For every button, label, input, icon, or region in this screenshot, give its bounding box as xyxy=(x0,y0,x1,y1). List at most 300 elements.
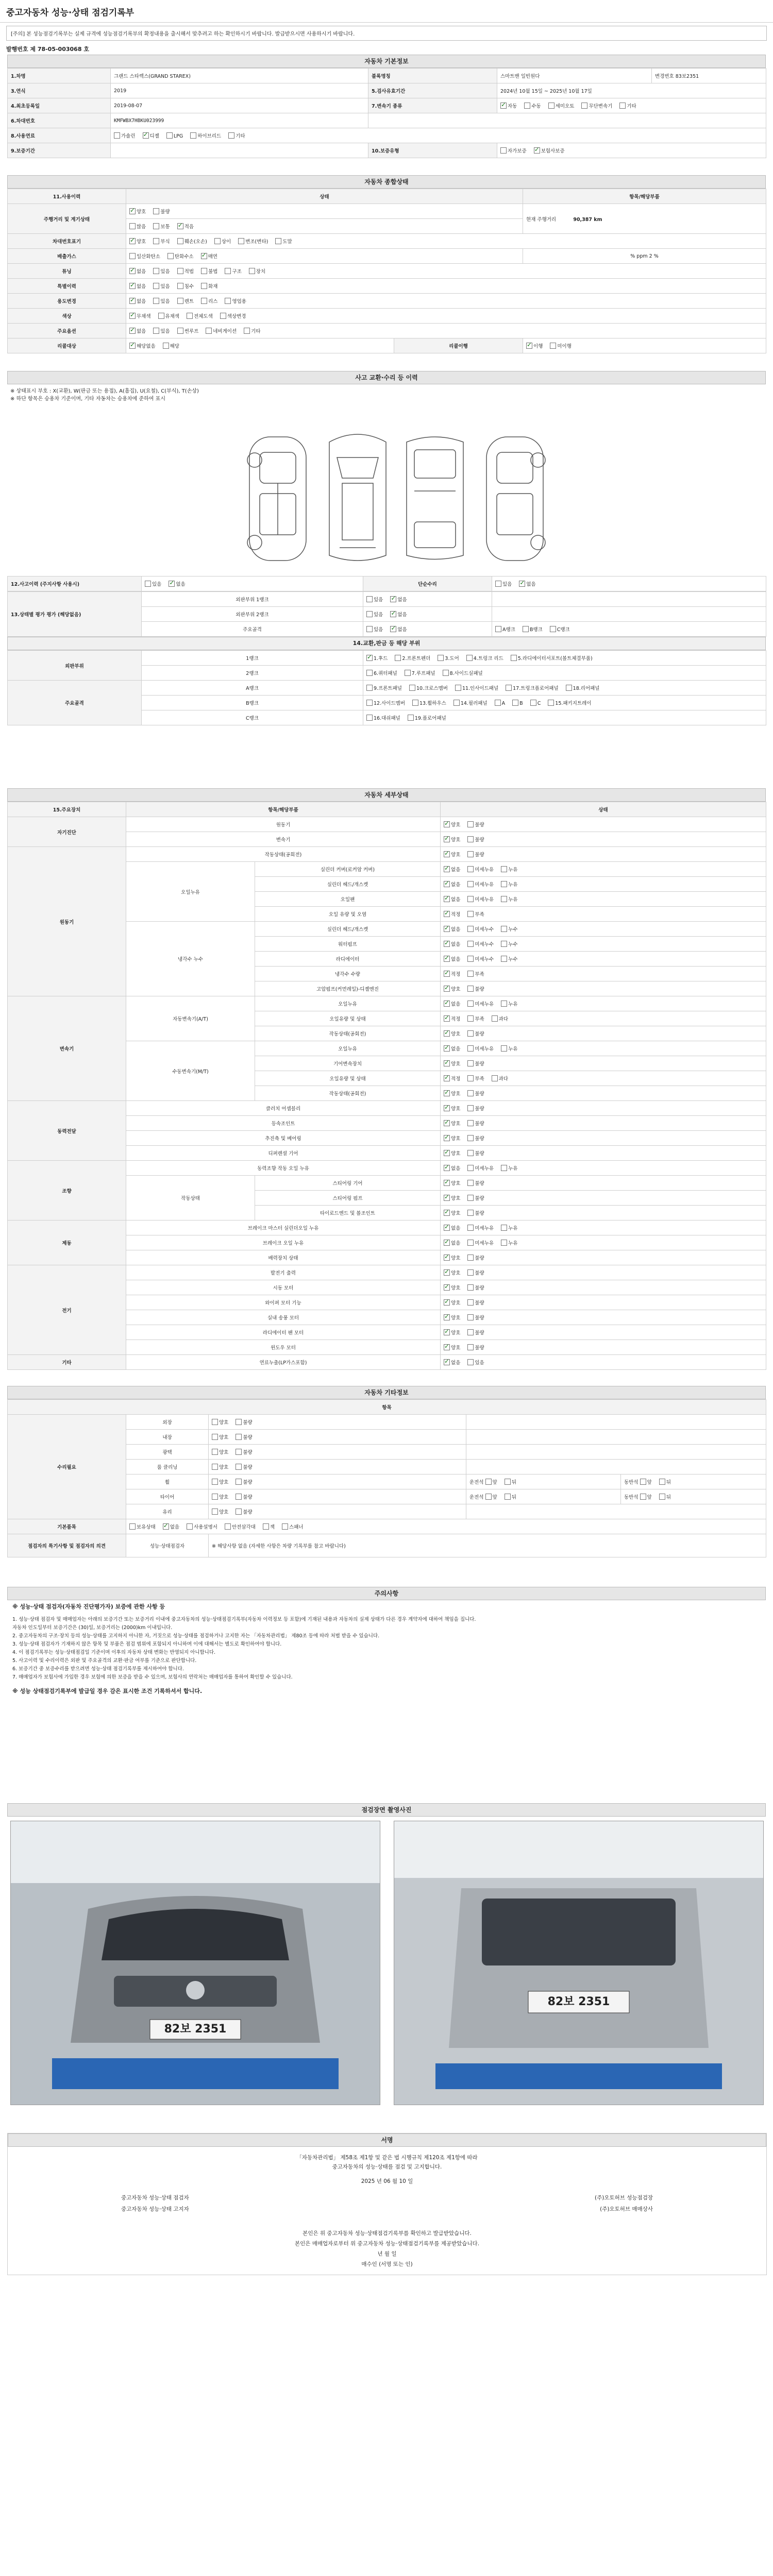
detail-item: 브레이크 마스터 실린더오일 누유 xyxy=(126,1221,441,1235)
option-label: 양호 xyxy=(451,837,461,843)
checkbox-icon xyxy=(506,685,512,691)
option-label: 적법 xyxy=(184,269,194,275)
option xyxy=(467,1076,484,1082)
option-label: 자가보증 xyxy=(508,148,527,154)
option-label: 없음 xyxy=(451,1166,461,1172)
summary-header: 자동차 종합상태 xyxy=(7,175,766,189)
checkbox-icon xyxy=(366,700,373,706)
checkbox-icon xyxy=(455,685,461,691)
detail-status xyxy=(441,981,766,996)
option-label: 뒤 xyxy=(511,1480,516,1485)
checkbox-icon xyxy=(501,866,507,872)
option xyxy=(177,239,207,245)
checkbox-icon xyxy=(249,268,255,274)
option xyxy=(444,1151,460,1157)
option xyxy=(501,957,517,962)
other-opts xyxy=(209,1415,466,1430)
outer-eval-table: 13.상태별 평가 평가 (해당없음) 외판부위 1랭크 있음✓ 없음 외판부위 2랭크 있음✓ 없음 주요골격 있음✓ 없음 A랭크 B랭크 C랭크 xyxy=(7,591,766,637)
option-label: 없음 xyxy=(526,582,536,587)
option-label: 부족 xyxy=(475,912,484,918)
option-label: 과다 xyxy=(498,1076,509,1082)
option-label: 18.리어패널 xyxy=(573,686,600,691)
checkbox-icon xyxy=(467,1284,474,1291)
option xyxy=(444,1256,460,1261)
checkbox-icon xyxy=(467,986,474,992)
detail-item: 오일유량 및 상태 xyxy=(255,1011,441,1026)
photos-section xyxy=(7,1803,766,2109)
option xyxy=(444,1061,460,1067)
checkbox-icon xyxy=(467,1225,474,1231)
checkbox-icon xyxy=(129,298,136,304)
detail-status xyxy=(441,877,766,892)
option xyxy=(467,1345,484,1351)
option-label: 불량 xyxy=(475,1106,484,1112)
checkbox-icon xyxy=(263,1523,269,1530)
note-line: 2. 중고자동차의 구조·장치 등의 성능·상태를 고지하지 아니한 자, 거짓으로 성능·상태를 점검하거나 고지한 자는 「자동차관리법」 제80조 등에 따라 처벌 받을 수 있습니다. xyxy=(12,1633,380,1639)
checkbox-icon xyxy=(129,343,136,349)
option xyxy=(444,1002,460,1007)
option-label: 뒤 xyxy=(511,1495,516,1500)
other-opts xyxy=(209,1475,466,1489)
option-label: 있음 xyxy=(502,582,512,587)
option xyxy=(467,1226,494,1231)
document-title: 중고자동차 성능·상태 점검기록부 xyxy=(0,0,773,23)
checkbox-icon xyxy=(467,1359,474,1365)
option-label: 양호 xyxy=(219,1435,229,1440)
detail-item: 오일누유 xyxy=(255,1041,441,1056)
option xyxy=(238,239,268,245)
option-label: 누유 xyxy=(508,897,518,903)
checkbox-icon xyxy=(501,941,507,947)
detail-item: 시동 모터 xyxy=(126,1280,441,1295)
detail-status xyxy=(441,1191,766,1206)
option-label: 있음 xyxy=(374,597,383,603)
option-label: 이행 xyxy=(533,344,543,349)
detail-status xyxy=(441,967,766,981)
option-label: 1.후드 xyxy=(374,656,388,662)
option-label: 보통 xyxy=(160,224,170,230)
option-label: 렌트 xyxy=(184,299,194,304)
checkbox-icon xyxy=(467,1135,474,1141)
detail-status xyxy=(441,922,766,937)
checkbox-icon xyxy=(524,103,530,109)
checkbox-icon xyxy=(444,1165,450,1171)
option-label: 없음 xyxy=(176,582,186,587)
option xyxy=(467,987,484,992)
option-label: 불량 xyxy=(475,822,484,828)
checkbox-icon xyxy=(467,1045,474,1052)
checkbox-icon xyxy=(512,700,518,706)
option xyxy=(530,701,541,706)
detail-header: 자동차 세부상태 xyxy=(7,788,766,802)
option-label: 상이 xyxy=(221,239,231,245)
option-label: 2.프론트펜더 xyxy=(402,656,431,662)
option-label: 미세누유 xyxy=(475,1166,494,1172)
option xyxy=(467,1315,484,1321)
checkbox-icon xyxy=(548,700,554,706)
option xyxy=(444,1106,460,1112)
checkbox-icon xyxy=(187,1523,193,1530)
option-label: 양호 xyxy=(451,1330,461,1336)
option xyxy=(444,987,460,992)
checkbox-icon xyxy=(500,103,507,109)
option xyxy=(467,1181,484,1187)
option xyxy=(405,671,435,676)
option xyxy=(366,671,397,676)
option-label: 미세누유 xyxy=(475,1002,494,1007)
checkbox-icon xyxy=(444,1195,450,1201)
option-label: 미이행 xyxy=(557,344,572,349)
option-label: 잭 xyxy=(270,1524,275,1530)
parts-table xyxy=(7,650,766,725)
frame-rank-opts xyxy=(492,622,766,637)
notes-list xyxy=(7,1613,766,1685)
checkbox-icon xyxy=(467,1210,474,1216)
other-item: 휠 xyxy=(126,1475,209,1489)
notes-section xyxy=(7,1587,766,1697)
checkbox-icon xyxy=(511,655,517,661)
checkbox-icon xyxy=(444,1299,450,1306)
accident-legend: ※ 상태표시 부호 : X(교환), W(판금 또는 용접), A(흠집), U(요철), C(부식), T(손상) ※ 하단 항목은 승용차 기준이며, 기타 자동차는 승용차에 준하여 표시 xyxy=(10,388,199,402)
other-item: 외장 xyxy=(126,1415,209,1430)
checkbox-icon xyxy=(153,268,159,274)
option-label: 4.트렁크 리드 xyxy=(473,656,503,662)
detail-subgroup: 자동변속기(A/T) xyxy=(126,996,255,1041)
option-label: 사용설명서 xyxy=(194,1524,217,1530)
checkbox-icon xyxy=(395,655,401,661)
detail-row xyxy=(8,1221,766,1235)
detail-subgroup: 작동상태 xyxy=(126,1176,255,1221)
checkbox-icon xyxy=(225,268,231,274)
option xyxy=(153,269,170,275)
checkbox-icon xyxy=(444,1359,450,1365)
checkbox-icon xyxy=(201,253,207,259)
option xyxy=(236,1450,252,1455)
option xyxy=(412,701,446,706)
option-label: 누유 xyxy=(508,1046,518,1052)
checkbox-icon xyxy=(166,132,173,139)
option xyxy=(366,656,388,662)
detail-status xyxy=(441,1176,766,1191)
checkbox-icon xyxy=(467,1060,474,1066)
option-label: 불량 xyxy=(475,1136,484,1142)
option-label: 17.트렁크플로어패널 xyxy=(513,686,559,691)
option-label: 없음 xyxy=(137,329,146,334)
option-label: 양호 xyxy=(451,1121,461,1127)
option xyxy=(485,1480,497,1485)
option-label: 10.크로스멤버 xyxy=(416,686,448,691)
option xyxy=(640,1495,652,1500)
option-label: 보유상태 xyxy=(137,1524,156,1530)
part-rank: C랭크 xyxy=(142,710,363,725)
checkbox-icon xyxy=(114,132,120,139)
detail-item: 변속기 xyxy=(126,832,441,847)
checkbox-icon xyxy=(500,147,507,154)
warranty-key: 9.보증기간 xyxy=(8,143,111,158)
other-item: 타이어 xyxy=(126,1489,209,1504)
option xyxy=(566,686,600,691)
detail-status xyxy=(441,1325,766,1340)
option xyxy=(467,972,484,977)
checkbox-icon xyxy=(467,1180,474,1186)
option xyxy=(467,912,484,918)
option xyxy=(506,686,559,691)
option xyxy=(438,656,459,662)
option xyxy=(455,686,498,691)
mileage-key: 주행거리 및 계기상태 xyxy=(8,204,126,234)
option-label: 양호 xyxy=(451,1315,461,1321)
detail-item: 스티어링 펌프 xyxy=(255,1191,441,1206)
option-label: 있음 xyxy=(374,627,383,633)
option xyxy=(153,239,170,245)
detail-item: 브레이크 오일 누유 xyxy=(126,1235,441,1250)
option-label: 영업용 xyxy=(232,299,246,304)
detail-section xyxy=(7,788,766,1370)
checkbox-icon xyxy=(492,1015,498,1022)
checkbox-icon xyxy=(467,1015,474,1022)
option xyxy=(129,209,146,215)
detail-group: 동력전달 xyxy=(8,1101,126,1161)
checkbox-icon xyxy=(444,1180,450,1186)
option-label: 일산화탄소 xyxy=(137,254,160,260)
option xyxy=(187,314,213,319)
checkbox-icon xyxy=(550,626,556,632)
option xyxy=(511,656,593,662)
option xyxy=(659,1495,671,1500)
option xyxy=(467,1106,484,1112)
summary-section xyxy=(7,175,766,353)
option xyxy=(444,1270,460,1276)
other-extra: 운전석 앞 뒤 xyxy=(466,1489,621,1504)
detail-status xyxy=(441,1221,766,1235)
detail-item: 오일누유 xyxy=(255,996,441,1011)
option xyxy=(512,701,523,706)
frame-opts xyxy=(363,622,492,637)
detail-item: 오일팬 xyxy=(255,892,441,907)
checkbox-icon xyxy=(212,1479,218,1485)
option xyxy=(444,957,460,962)
option-label: 불량 xyxy=(243,1420,253,1426)
checkbox-icon xyxy=(444,1030,450,1037)
checkbox-icon xyxy=(467,941,474,947)
notes-header: 주의사항 xyxy=(7,1587,766,1600)
option xyxy=(467,867,494,873)
option-label: 불량 xyxy=(475,987,484,992)
detail-status xyxy=(441,892,766,907)
detail-subgroup: 냉각수 누수 xyxy=(126,922,255,996)
checkbox-icon xyxy=(444,926,450,932)
buyer-confirm: 본인은 위 중고자동차 성능·상태점검기록부를 확인하고 발급받았습니다. 본인은 매매업자로부터 위 중고자동차 성능·상태점검기록부를 제공받았습니다. 년 월 일 매수인 (서명 또는 인) xyxy=(8,2221,766,2269)
detail-status xyxy=(441,1056,766,1071)
detail-item: 배력장치 상태 xyxy=(126,1250,441,1265)
option xyxy=(390,597,407,603)
option xyxy=(485,1495,497,1500)
other-extra: 동반석 앞 뒤 xyxy=(621,1475,766,1489)
option-label: 양호 xyxy=(137,209,146,215)
option xyxy=(177,269,194,275)
option xyxy=(212,1480,228,1485)
option xyxy=(467,1016,484,1022)
option-label: 보험사보증 xyxy=(541,148,565,154)
option-label: 누수 xyxy=(508,927,518,933)
option-label: 양호 xyxy=(451,1181,461,1187)
option-label: 양호 xyxy=(451,1211,461,1216)
option xyxy=(444,912,460,918)
detail-status xyxy=(441,1340,766,1355)
option xyxy=(548,104,575,109)
checkbox-icon xyxy=(501,956,507,962)
doc-no-value: 78-05-003068 xyxy=(37,46,82,53)
detail-row xyxy=(8,1265,766,1280)
other-opts xyxy=(209,1445,466,1460)
checkbox-icon xyxy=(153,283,159,289)
checkbox-icon xyxy=(640,1494,646,1500)
part-rank: 2랭크 xyxy=(142,666,363,681)
mileage-value: 현재 주행거리 90,387 km xyxy=(523,204,766,234)
option xyxy=(129,314,151,319)
checkbox-icon xyxy=(236,1479,242,1485)
option xyxy=(129,1524,156,1530)
option xyxy=(153,329,170,334)
checkbox-icon xyxy=(177,328,183,334)
detail-row xyxy=(8,817,766,832)
part-rank: B랭크 xyxy=(142,696,363,710)
checkbox-icon xyxy=(153,238,159,244)
detail-item: 실린더 헤드/개스켓 xyxy=(255,877,441,892)
option xyxy=(467,1061,484,1067)
checkbox-icon xyxy=(467,1299,474,1306)
option xyxy=(395,656,430,662)
option-label: 13.휠하우스 xyxy=(419,701,446,706)
accident-history-opts xyxy=(142,577,363,591)
option xyxy=(444,1091,460,1097)
detail-item: 워터펌프 xyxy=(255,937,441,952)
option xyxy=(129,329,146,334)
checkbox-icon xyxy=(129,253,136,259)
other-info-header: 자동차 기타정보 xyxy=(7,1386,766,1399)
basic-items-opts xyxy=(126,1519,766,1534)
emission-opts xyxy=(126,249,523,264)
option-label: 앞 xyxy=(647,1495,652,1500)
option xyxy=(501,1046,517,1052)
option-label: 불량 xyxy=(475,1345,484,1351)
checkbox-icon xyxy=(453,700,460,706)
option-label: 있음 xyxy=(475,1360,484,1366)
checkbox-icon xyxy=(201,283,207,289)
option xyxy=(467,1091,484,1097)
option-label: 적정 xyxy=(451,912,461,918)
checkbox-icon xyxy=(153,298,159,304)
checkbox-icon xyxy=(444,911,450,917)
detail-row xyxy=(8,1101,766,1116)
option-label: 장치 xyxy=(256,269,266,275)
checkbox-icon xyxy=(501,1165,507,1171)
option-label: 불량 xyxy=(475,1181,484,1187)
checkbox-icon xyxy=(236,1434,242,1440)
basic-info-table xyxy=(7,68,766,158)
option xyxy=(444,867,460,873)
option-label: 없음 xyxy=(451,867,461,873)
option xyxy=(129,269,146,275)
option-label: 없음 xyxy=(451,957,461,962)
detail-group: 자기진단 xyxy=(8,817,126,847)
checkbox-icon xyxy=(390,626,396,632)
checkbox-icon xyxy=(444,956,450,962)
option xyxy=(177,284,194,290)
checkbox-icon xyxy=(501,881,507,887)
checkbox-icon xyxy=(236,1419,242,1425)
other-item: 룸 클리닝 xyxy=(126,1460,209,1475)
option xyxy=(550,627,570,633)
sign-parties: 중고자동차 성능·상태 점검자 (주)오토허브 성능점검장 중고자동차 성능·상태 고지자 (주)오토허브 매매상사 xyxy=(121,2195,653,2212)
option-label: 스패너 xyxy=(289,1524,304,1530)
car-name-key: 1.차명 xyxy=(8,69,111,83)
detail-status xyxy=(441,1071,766,1086)
option-label: 앞 xyxy=(647,1480,652,1485)
checkbox-icon xyxy=(501,1001,507,1007)
detail-item: 연료누출(LP가스포함) xyxy=(126,1355,441,1370)
option-label: 14.필러패널 xyxy=(460,701,488,706)
option xyxy=(659,1480,671,1485)
option xyxy=(492,1016,508,1022)
option-label: C랭크 xyxy=(557,627,570,633)
other-opts xyxy=(209,1430,466,1445)
checkbox-icon xyxy=(238,238,244,244)
car-top-view xyxy=(329,434,386,561)
checkbox-icon xyxy=(485,1479,492,1485)
checkbox-icon xyxy=(550,343,556,349)
option xyxy=(640,1480,652,1485)
option-label: 적정 xyxy=(451,972,461,977)
option xyxy=(495,701,506,706)
option-label: 불법 xyxy=(208,269,218,275)
checkbox-icon xyxy=(412,700,418,706)
detail-item: 실린더 헤드/개스켓 xyxy=(255,922,441,937)
option-label: 3.도어 xyxy=(445,656,459,662)
option xyxy=(505,1495,516,1500)
option xyxy=(467,927,494,933)
notes-title: ※ 성능·상태 점검자(자동차 진단평가자) 보증에 관한 사항 등 xyxy=(12,1603,165,1610)
photo-row xyxy=(7,1821,766,2109)
detail-group: 전기 xyxy=(8,1265,126,1355)
detail-item: 동력조향 작동 오일 누유 xyxy=(126,1161,441,1176)
detail-item: 윈도우 모터 xyxy=(126,1340,441,1355)
front-photo-svg xyxy=(11,1821,380,2105)
option xyxy=(190,133,221,139)
option xyxy=(263,1524,275,1530)
option xyxy=(153,209,170,215)
sign-header: 서명 xyxy=(8,2133,766,2147)
checkbox-icon xyxy=(467,1329,474,1335)
option-label: 16.대쉬패널 xyxy=(374,716,400,721)
valid-period-value: 2024년 10월 15일 ~ 2025년 10월 17일 xyxy=(497,83,766,98)
option xyxy=(467,1270,484,1276)
option-label: 매연 xyxy=(208,254,217,260)
option xyxy=(236,1465,252,1470)
detail-status xyxy=(441,1295,766,1310)
option xyxy=(187,1524,217,1530)
checkbox-icon xyxy=(177,283,183,289)
checkbox-icon xyxy=(275,238,281,244)
option-label: 양호 xyxy=(451,1285,461,1291)
checkbox-icon xyxy=(501,896,507,902)
option-label: 부족 xyxy=(475,972,484,977)
detail-item: 작동상태(공회전) xyxy=(255,1026,441,1041)
option-label: B랭크 xyxy=(529,627,543,633)
sign-section xyxy=(7,2133,767,2275)
option-label: 없음 xyxy=(137,299,146,304)
part-items xyxy=(363,710,766,725)
